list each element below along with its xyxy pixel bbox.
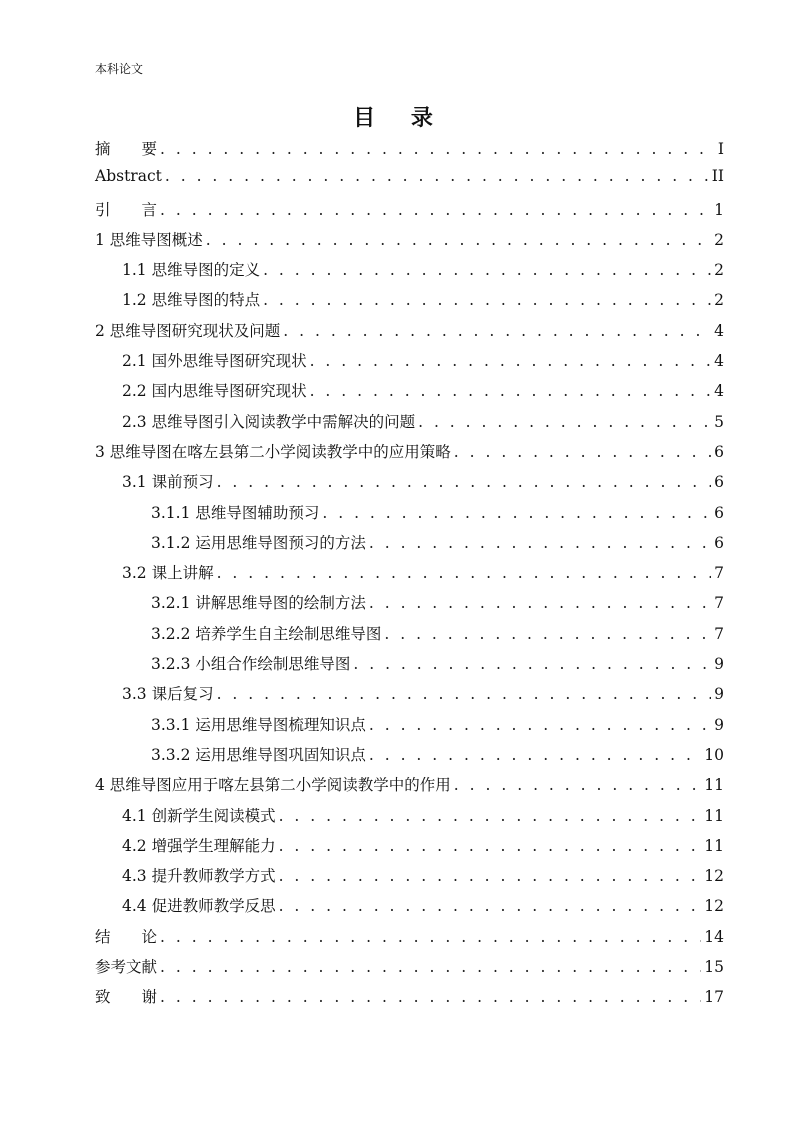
toc-entry[interactable] bbox=[95, 470, 724, 500]
toc-entry[interactable] bbox=[95, 137, 724, 167]
dot-leader bbox=[217, 473, 712, 491]
dot-leader bbox=[283, 322, 711, 340]
toc-entry-page-number: 6 bbox=[714, 503, 724, 522]
dot-leader bbox=[279, 837, 702, 855]
dot-leader bbox=[310, 382, 712, 400]
dot-leader bbox=[369, 746, 701, 764]
dot-leader bbox=[160, 928, 701, 946]
toc-entry-title: 致 谢 bbox=[95, 988, 158, 1007]
dot-leader bbox=[160, 140, 715, 158]
dot-leader bbox=[160, 201, 711, 219]
toc-entry-title: 引 言 bbox=[95, 200, 158, 219]
toc-entry-title: 2.2 国内思维导图研究现状 bbox=[122, 382, 307, 401]
toc-entry-page-number: 14 bbox=[704, 927, 724, 946]
toc-entry-title: 3.3 课后复习 bbox=[122, 685, 214, 704]
toc-entry[interactable] bbox=[95, 864, 724, 894]
dot-leader bbox=[263, 261, 711, 279]
toc-entry-title: 2 思维导图研究现状及问题 bbox=[95, 321, 281, 340]
toc-entry-title: 4.3 提升教师教学方式 bbox=[122, 867, 276, 886]
toc-entry-title: 1.1 思维导图的定义 bbox=[122, 261, 261, 280]
toc-entry-title: 1.2 思维导图的特点 bbox=[122, 291, 261, 310]
toc-entry-title: 3.2.1 讲解思维导图的绘制方法 bbox=[151, 594, 366, 613]
toc-entry-title: 3.3.2 运用思维导图巩固知识点 bbox=[151, 745, 366, 764]
toc-entry-page-number: 6 bbox=[714, 442, 724, 461]
toc-entry-title: 摘 要 bbox=[95, 140, 158, 158]
toc-entry-page-number: 9 bbox=[714, 655, 724, 674]
dot-leader bbox=[353, 655, 711, 673]
toc-entry[interactable] bbox=[95, 531, 724, 561]
toc-entry[interactable] bbox=[95, 743, 724, 773]
toc-entry-title: 3.2 课上讲解 bbox=[122, 564, 214, 583]
toc-entry-page-number: 11 bbox=[704, 806, 724, 825]
toc-entry[interactable] bbox=[95, 379, 724, 409]
dot-leader bbox=[310, 352, 712, 370]
toc-entry-title: 4.4 促进教师教学反思 bbox=[122, 897, 276, 916]
toc-entry-title: 3.3.1 运用思维导图梳理知识点 bbox=[151, 715, 366, 734]
toc-entry[interactable] bbox=[95, 410, 724, 440]
toc-entry[interactable] bbox=[95, 652, 724, 682]
dot-leader bbox=[217, 564, 712, 582]
toc-entry-page-number: 2 bbox=[714, 261, 724, 280]
toc-entry[interactable] bbox=[95, 198, 724, 228]
toc-entry-title: Abstract bbox=[95, 167, 162, 186]
toc-entry-page-number: 7 bbox=[714, 564, 724, 583]
toc-entry-page-number: I bbox=[717, 140, 724, 158]
toc-entry-page-number: 4 bbox=[714, 321, 724, 340]
toc-entry[interactable] bbox=[95, 591, 724, 621]
dot-leader bbox=[217, 685, 712, 703]
toc-entry-page-number: 9 bbox=[714, 685, 724, 704]
toc-entry-page-number: 12 bbox=[704, 867, 724, 886]
toc-entry-title: 4 思维导图应用于喀左县第二小学阅读教学中的作用 bbox=[95, 776, 451, 795]
dot-leader bbox=[384, 625, 711, 643]
toc-entry-title: 3.1.2 运用思维导图预习的方法 bbox=[151, 533, 366, 552]
toc-entry-page-number: 4 bbox=[714, 352, 724, 371]
dot-leader bbox=[160, 988, 701, 1006]
toc-entry-title: 3.2.3 小组合作绘制思维导图 bbox=[151, 655, 351, 674]
toc-entry[interactable] bbox=[95, 804, 724, 834]
toc-entry-page-number: 11 bbox=[704, 836, 724, 855]
toc-entry[interactable] bbox=[95, 622, 724, 652]
dot-leader bbox=[165, 167, 709, 185]
dot-leader bbox=[263, 291, 711, 309]
toc-entry[interactable] bbox=[95, 228, 724, 258]
toc-entry-title: 3.1 课前预习 bbox=[122, 473, 214, 492]
toc-entry-page-number: 9 bbox=[714, 715, 724, 734]
toc-entry[interactable] bbox=[95, 773, 724, 803]
toc-entry-page-number: 6 bbox=[714, 473, 724, 492]
toc-entry-page-number: 6 bbox=[714, 533, 724, 552]
dot-leader bbox=[279, 867, 702, 885]
toc-entry[interactable] bbox=[95, 985, 724, 1015]
toc-entry-page-number: 1 bbox=[714, 200, 724, 219]
toc-entry[interactable] bbox=[95, 349, 724, 379]
toc-entry[interactable] bbox=[95, 713, 724, 743]
toc-entry-title: 结 论 bbox=[95, 927, 158, 946]
toc-entry[interactable] bbox=[95, 167, 724, 197]
toc-entry-page-number: 17 bbox=[704, 988, 724, 1007]
running-header: 本科论文 bbox=[95, 62, 144, 76]
dot-leader bbox=[369, 594, 711, 612]
page-title: 目 录 bbox=[353, 106, 447, 131]
toc-entry-page-number: 15 bbox=[704, 958, 724, 977]
toc-entry-title: 3 思维导图在喀左县第二小学阅读教学中的应用策略 bbox=[95, 442, 451, 461]
toc-entry-title: 参考文献 bbox=[95, 958, 158, 977]
dot-leader bbox=[160, 958, 701, 976]
dot-leader bbox=[206, 231, 711, 249]
toc-entry-page-number: 7 bbox=[714, 594, 724, 613]
toc-entry-title: 4.1 创新学生阅读模式 bbox=[122, 806, 276, 825]
toc-entry[interactable] bbox=[95, 561, 724, 591]
toc-entry-page-number: 7 bbox=[714, 624, 724, 643]
toc-entry-page-number: 10 bbox=[704, 745, 724, 764]
table-of-contents bbox=[95, 137, 724, 1016]
toc-entry-page-number: II bbox=[711, 167, 724, 186]
toc-entry[interactable] bbox=[95, 682, 724, 712]
dot-leader bbox=[369, 534, 711, 552]
toc-entry[interactable] bbox=[95, 440, 724, 470]
toc-entry-page-number: 2 bbox=[714, 291, 724, 310]
dot-leader bbox=[279, 897, 702, 915]
toc-entry-title: 3.2.2 培养学生自主绘制思维导图 bbox=[151, 624, 382, 643]
toc-entry[interactable] bbox=[95, 288, 724, 318]
toc-entry-title: 2.1 国外思维导图研究现状 bbox=[122, 352, 307, 371]
toc-entry-page-number: 5 bbox=[714, 412, 724, 431]
toc-entry-title: 3.1.1 思维导图辅助预习 bbox=[151, 503, 320, 522]
toc-entry-title: 4.2 增强学生理解能力 bbox=[122, 836, 276, 855]
toc-entry[interactable] bbox=[95, 258, 724, 288]
toc-entry-page-number: 2 bbox=[714, 230, 724, 249]
toc-entry-page-number: 12 bbox=[704, 897, 724, 916]
dot-leader bbox=[322, 504, 711, 522]
toc-entry[interactable] bbox=[95, 925, 724, 955]
toc-entry-page-number: 4 bbox=[714, 382, 724, 401]
toc-entry-title: 1 思维导图概述 bbox=[95, 230, 203, 249]
dot-leader bbox=[279, 807, 702, 825]
toc-entry-title: 2.3 思维导图引入阅读教学中需解决的问题 bbox=[122, 412, 416, 431]
dot-leader bbox=[418, 413, 711, 431]
dot-leader bbox=[454, 776, 701, 794]
toc-entry[interactable] bbox=[95, 319, 724, 349]
toc-entry[interactable] bbox=[95, 501, 724, 531]
dot-leader bbox=[369, 716, 711, 734]
toc-entry[interactable] bbox=[95, 955, 724, 985]
toc-entry-page-number: 11 bbox=[704, 776, 724, 795]
dot-leader bbox=[454, 443, 711, 461]
toc-entry[interactable] bbox=[95, 834, 724, 864]
toc-entry[interactable] bbox=[95, 894, 724, 924]
